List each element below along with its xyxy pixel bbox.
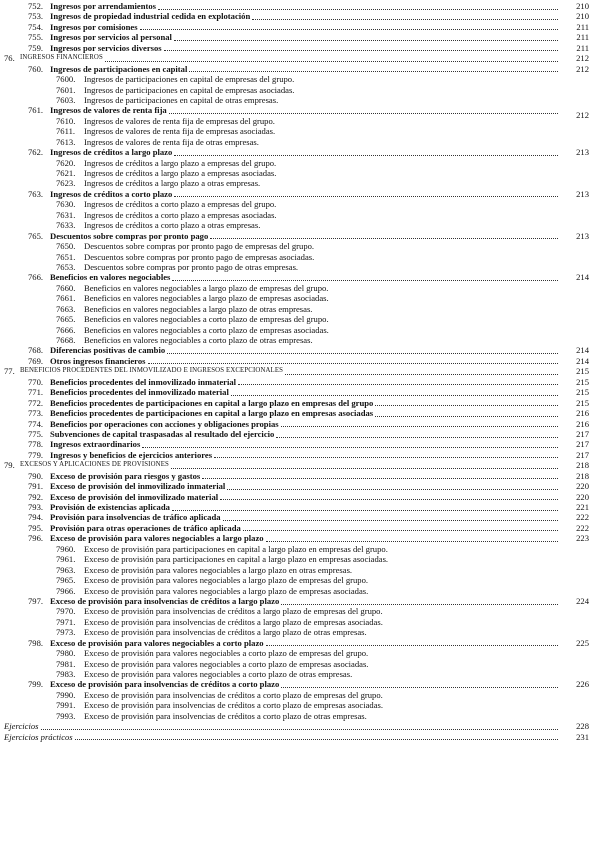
toc-entry-label: Ingresos de valores de renta fija de empresas asociadas. (84, 126, 276, 137)
toc-entry-number: 771. (28, 387, 44, 398)
toc-entry-number: 795. (28, 522, 44, 533)
toc-entry (0, 345, 600, 355)
toc-page-number: 226 (576, 679, 589, 690)
dot-leader (243, 530, 558, 531)
toc-entry-label: Ingresos por comisiones (50, 21, 138, 32)
toc-entry-label: Descuentos sobre compras por pronto pago de otras empresas. (84, 261, 299, 272)
toc-entry-label: Beneficios en valores negociables a corto plazo de empresas asociadas. (84, 324, 329, 335)
toc-subentry (0, 304, 600, 314)
toc-page-number: 215 (576, 397, 589, 408)
toc-entry-label: Exceso de provisión para valores negociables a corto plazo (50, 637, 264, 648)
toc-entry-number: 755. (28, 32, 44, 43)
dot-leader (148, 363, 559, 364)
toc-entry-label: Ingresos de créditos a largo plazo a empresas del grupo. (84, 157, 277, 168)
toc-subentry (0, 711, 600, 721)
toc-entry-number: 796. (28, 533, 44, 544)
toc-page-number: 211 (576, 32, 589, 43)
toc-entry-number: 7601. (56, 84, 76, 95)
dot-leader (281, 687, 558, 688)
toc-entry (0, 272, 600, 282)
toc-entry (0, 419, 600, 429)
toc-subentry (0, 116, 600, 126)
dot-leader (189, 71, 558, 72)
toc-entry-label: Exceso de provisión para valores negociables a largo plazo en otras empresas. (84, 564, 353, 575)
toc-entry-number: 7650. (56, 241, 76, 252)
toc-entry-number: 772. (28, 397, 44, 408)
toc-entry-label: Ingresos de participaciones en capital de empresas asociadas. (84, 84, 295, 95)
toc-entry-number: 759. (28, 42, 44, 53)
toc-entry-number: 792. (28, 491, 44, 502)
toc-entry-label: Ingresos de participaciones en capital de empresas del grupo. (84, 74, 295, 85)
toc-entry (0, 189, 600, 199)
toc-entry-label: Beneficios en valores negociables a largo plazo de empresas asociadas. (84, 293, 329, 304)
dot-leader (172, 280, 558, 281)
toc-subentry (0, 627, 600, 637)
toc-entry-label: Exceso de provisión para participaciones en capital a largo plazo en empresas del grupo. (84, 543, 388, 554)
toc-entry-label: Ingresos de créditos a largo plazo a otras empresas. (84, 178, 261, 189)
toc-page-number: 215 (576, 387, 589, 398)
dot-leader (227, 489, 558, 490)
toc-subentry (0, 199, 600, 209)
toc-entry (0, 1, 600, 11)
toc-entry-number: 76. (4, 53, 15, 64)
toc-entry-label: Ingresos de créditos a largo plazo (50, 147, 173, 158)
toc-subentry (0, 210, 600, 220)
toc-entry-label: Beneficios procedentes de participaciones en capital a largo plazo en empresas del grupo (50, 397, 374, 408)
toc-entry (0, 429, 600, 439)
toc-entry (0, 439, 600, 449)
toc-entry-label: Ingresos y beneficios de ejercicios anteriores (50, 449, 213, 460)
toc-subentry (0, 137, 600, 147)
toc-page-number: 215 (576, 376, 589, 387)
toc-entry-label: Ingresos de créditos a corto plazo a otras empresas. (84, 220, 261, 231)
dot-leader (281, 604, 558, 605)
toc-entry-label: Exceso de provisión para valores negociables a corto plazo de empresas del grupo. (84, 648, 369, 659)
toc-entry-number: 791. (28, 481, 44, 492)
toc-entry-label: Ejercicios prácticos (4, 731, 73, 742)
toc-entry-label: Exceso de provisión para insolvencias de créditos a corto plazo de otras empresas. (84, 710, 367, 721)
toc-entry-number: 799. (28, 679, 44, 690)
toc-entry-number: 773. (28, 408, 44, 419)
toc-entry-number: 7660. (56, 282, 76, 293)
dot-leader (105, 61, 558, 62)
toc-entry-label: Beneficios por operaciones con acciones y obligaciones propias (50, 418, 279, 429)
toc-subentry (0, 565, 600, 575)
dot-leader (281, 426, 558, 427)
toc-subentry (0, 554, 600, 564)
toc-subentry (0, 325, 600, 335)
toc-entry-label: Exceso de provisión para valores negociables a corto plazo de empresas asociadas. (84, 658, 369, 669)
toc-page-number: 213 (576, 230, 589, 241)
toc-entry-label: Exceso de provisión para insolvencias de créditos a corto plazo de empresas asociadas. (84, 700, 384, 711)
toc-entry-label: Provisión de existencias aplicada (50, 502, 170, 512)
toc-entry-number: 769. (28, 355, 44, 366)
toc-entry-label: Ingresos de participaciones en capital de otras empresas. (84, 94, 279, 105)
toc-entry-label: Exceso de provisión para insolvencias de créditos a largo plazo (50, 595, 280, 606)
toc-entry-label: Ingresos de valores de renta fija de empresas del grupo. (84, 115, 275, 126)
toc-entry-label: Exceso de provisión para insolvencias de créditos a largo plazo de otras empresas. (84, 627, 367, 638)
toc-entry-label: Ingresos por arrendamientos (50, 1, 156, 11)
toc-entry-number: 765. (28, 230, 44, 241)
toc-entry-label: Ingresos extraordinarios (50, 439, 141, 450)
toc-entry-number: 7610. (56, 115, 76, 126)
toc-page-number: 212 (576, 63, 589, 74)
toc-subentry (0, 669, 600, 679)
toc-page-number: 212 (576, 53, 589, 64)
toc-entry-number: 7966. (56, 585, 76, 596)
toc-entry-number: 7960. (56, 543, 76, 554)
toc-entry-label: Exceso de provisión para insolvencias de créditos a largo plazo de empresas asociadas. (84, 616, 383, 627)
toc-entry-number: 794. (28, 512, 44, 523)
toc-page-number: 216 (576, 418, 589, 429)
toc-entry-label: Exceso de provisión para valores negociables a corto plazo de otras empresas. (84, 669, 353, 679)
toc-entry-label: Ingresos de valores de renta fija de otras empresas. (84, 136, 259, 147)
toc-entry-number: 7666. (56, 324, 76, 335)
dot-leader (75, 739, 558, 740)
toc-page-number: 218 (576, 460, 589, 471)
toc-page-number: 215 (576, 366, 589, 377)
toc-entry-number: 7981. (56, 658, 76, 669)
toc-entry-label: Exceso de provisión para riesgos y gastos (50, 470, 201, 481)
toc-entry-number: 7961. (56, 554, 76, 565)
toc-entry-number: 761. (28, 105, 44, 116)
toc-page-number: 214 (576, 355, 589, 366)
toc-entry-number: 7665. (56, 314, 76, 325)
toc-entry-number: 797. (28, 595, 44, 606)
toc-subentry (0, 575, 600, 585)
toc-entry-number: 775. (28, 428, 44, 439)
toc-subentry (0, 659, 600, 669)
toc-entry (0, 231, 600, 241)
toc-entry-number: 770. (28, 376, 44, 387)
toc-entry-number: 798. (28, 637, 44, 648)
toc-entry (0, 471, 600, 481)
toc-entry-label: Exceso de provisión para valores negociables a largo plazo de empresas asociadas. (84, 585, 369, 596)
toc-entry (0, 502, 600, 512)
toc-entry-number: 7631. (56, 209, 76, 220)
toc-entry (0, 533, 600, 543)
dot-leader (252, 19, 558, 20)
toc-page-number: 210 (576, 1, 589, 11)
toc-entry-number: 778. (28, 439, 44, 450)
toc-entry-number: 7973. (56, 627, 76, 638)
toc-entry-label: Ingresos de valores de renta fija (50, 105, 167, 116)
dot-leader (158, 9, 558, 10)
toc-entry-number: 7611. (56, 126, 76, 137)
toc-page-number: 222 (576, 522, 589, 533)
toc-entry-label: Ingresos de créditos a corto plazo (50, 188, 173, 199)
toc-page-number: 217 (576, 439, 589, 450)
toc-subentry (0, 168, 600, 178)
toc-entry (0, 481, 600, 491)
toc-page-number: 212 (576, 110, 589, 121)
toc-entry-label: Ingresos de participaciones en capital (50, 63, 188, 74)
toc-entry-number: 779. (28, 449, 44, 460)
toc-entry-number: 7653. (56, 261, 76, 272)
toc-page-number: 211 (576, 21, 589, 32)
toc-entry-number: 7983. (56, 669, 76, 679)
toc-page-number: 231 (576, 731, 589, 742)
toc-entry-label: Beneficios en valores negociables a corto plazo de otras empresas. (84, 335, 313, 345)
toc-entry-number: 754. (28, 21, 44, 32)
toc-subentry (0, 241, 600, 251)
toc-entry-label: Exceso de provisión para valores negociables a largo plazo de empresas del grupo. (84, 575, 369, 586)
dot-leader (375, 416, 558, 417)
dot-leader (202, 478, 558, 479)
toc-entry (0, 596, 600, 606)
toc-subentry (0, 252, 600, 262)
toc-entry-number: 790. (28, 470, 44, 481)
toc-subentry (0, 690, 600, 700)
toc-page-number: 222 (576, 512, 589, 523)
toc-entry-label: Ingresos de propiedad industrial cedida en explotación (50, 11, 251, 22)
toc-subentry (0, 158, 600, 168)
toc-entry-number: 774. (28, 418, 44, 429)
toc-entry-label: Ingresos de créditos a corto plazo a empresas del grupo. (84, 199, 277, 210)
toc-subentry (0, 314, 600, 324)
toc-entry-number: 7668. (56, 335, 76, 345)
toc-entry-label: Descuentos sobre compras por pronto pago de empresas asociadas. (84, 251, 315, 262)
toc-page-number: 220 (576, 481, 589, 492)
toc-page-number: 224 (576, 595, 589, 606)
toc-subentry (0, 220, 600, 230)
toc-entry-number: 753. (28, 11, 44, 22)
toc-entry-label: Descuentos sobre compras por pronto pago de empresas del grupo. (84, 241, 315, 252)
dot-leader (140, 29, 558, 30)
toc-entry (0, 732, 600, 742)
toc-subentry (0, 617, 600, 627)
dot-leader (266, 541, 558, 542)
toc-entry-number: 768. (28, 345, 44, 356)
toc-page-number: 214 (576, 345, 589, 356)
toc-entry (0, 22, 600, 32)
toc-entry-label: Ingresos por servicios al personal (50, 32, 172, 43)
toc-entry-label: Exceso de provisión para insolvencias de créditos a corto plazo de empresas del grupo. (84, 689, 383, 700)
toc-subentry (0, 700, 600, 710)
toc-entry-number: 7633. (56, 220, 76, 231)
toc-entry-label: Beneficios en valores negociables a corto plazo de empresas del grupo. (84, 314, 329, 325)
toc-entry-number: 766. (28, 272, 44, 283)
dot-leader (238, 384, 558, 385)
toc-entry-number: 7630. (56, 199, 76, 210)
toc-page-number: 213 (576, 147, 589, 158)
toc-entry (0, 638, 600, 648)
toc-entry (0, 408, 600, 418)
dot-leader (210, 238, 558, 239)
toc-entry (0, 43, 600, 53)
toc-entry (0, 147, 600, 157)
toc-page-number: 216 (576, 408, 589, 419)
toc-entry-number: 7980. (56, 648, 76, 659)
dot-leader (171, 468, 558, 469)
toc-entry-label: Exceso de provisión del inmovilizado material (50, 491, 219, 502)
dot-leader (41, 729, 558, 730)
toc-entry-label: Provisión para insolvencias de tráfico aplicada (50, 512, 221, 523)
dot-leader (214, 457, 558, 458)
dot-leader (142, 447, 558, 448)
toc-entry-number: 7963. (56, 564, 76, 575)
toc-subentry (0, 283, 600, 293)
toc-entry-label: Beneficios en valores negociables a largo plazo de empresas del grupo. (84, 282, 329, 293)
toc-entry (0, 450, 600, 460)
toc-entry (0, 377, 600, 387)
toc-entry-label: Beneficios procedentes del inmovilizado inmaterial (50, 376, 237, 387)
toc-entry-number: 7623. (56, 178, 76, 189)
table-of-contents (0, 1, 600, 742)
toc-entry-label: BENEFICIOS PROCEDENTES DEL INMOVILIZADO E INGRESOS EXCEPCIONALES (20, 367, 284, 375)
toc-subentry (0, 126, 600, 136)
toc-entry-number: 7603. (56, 94, 76, 105)
toc-entry (0, 356, 600, 366)
dot-leader (375, 405, 558, 406)
toc-entry (0, 398, 600, 408)
toc-subentry (0, 606, 600, 616)
toc-entry-label: Exceso de provisión para insolvencias de créditos a corto plazo (50, 679, 280, 690)
dot-leader (276, 437, 558, 438)
toc-entry-number: 7613. (56, 136, 76, 147)
toc-entry-label: Ingresos por servicios diversos (50, 42, 162, 53)
toc-subentry (0, 74, 600, 84)
dot-leader (174, 155, 558, 156)
toc-page-number: 225 (576, 637, 589, 648)
toc-entry-number: 760. (28, 63, 44, 74)
dot-leader (174, 40, 558, 41)
toc-entry-number: 7651. (56, 251, 76, 262)
toc-entry-label: Ingresos de créditos a corto plazo a empresas asociadas. (84, 209, 277, 220)
toc-entry (0, 679, 600, 689)
toc-entry-label: Otros ingresos financieros (50, 355, 146, 366)
toc-subentry (0, 293, 600, 303)
toc-entry (0, 32, 600, 42)
toc-entry-label: Ingresos de créditos a largo plazo a empresas asociadas. (84, 168, 277, 178)
toc-entry-number: 7600. (56, 74, 76, 85)
toc-subentry (0, 544, 600, 554)
dot-leader (285, 374, 558, 375)
toc-entry (0, 64, 600, 74)
toc-entry-label: Ejercicios (4, 721, 39, 732)
toc-page-number: 217 (576, 449, 589, 460)
toc-subentry (0, 335, 600, 345)
toc-page-number: 218 (576, 470, 589, 481)
toc-entry-label: Beneficios procedentes de participaciones en capital a largo plazo en empresas asociadas (50, 408, 374, 419)
toc-entry-label: Beneficios procedentes del inmovilizado material (50, 387, 229, 398)
toc-entry-number: 79. (4, 460, 15, 471)
dot-leader (220, 499, 558, 500)
toc-entry-number: 762. (28, 147, 44, 158)
toc-page-number: 223 (576, 533, 589, 544)
toc-entry (0, 523, 600, 533)
toc-entry-label: Subvenciones de capital traspasadas al resultado del ejercicio (50, 428, 275, 439)
toc-entry (0, 492, 600, 502)
toc-page-number: 217 (576, 428, 589, 439)
dot-leader (231, 395, 558, 396)
toc-subentry (0, 586, 600, 596)
toc-entry-number: 763. (28, 188, 44, 199)
toc-entry (0, 387, 600, 397)
dot-leader (169, 113, 558, 114)
toc-page-number: 213 (576, 188, 589, 199)
toc-entry-label: Provisión para otras operaciones de tráfico aplicada (50, 522, 241, 533)
toc-page-number: 220 (576, 491, 589, 502)
toc-entry-number: 793. (28, 502, 44, 512)
toc-page-number: 210 (576, 11, 589, 22)
toc-entry-label: Exceso de provisión para insolvencias de créditos a largo plazo de empresas del grupo. (84, 606, 383, 617)
dot-leader (266, 645, 558, 646)
toc-entry-number: 7620. (56, 157, 76, 168)
toc-section (0, 460, 600, 470)
dot-leader (164, 50, 558, 51)
toc-entry-label: Beneficios en valores negociables a largo plazo de otras empresas. (84, 303, 313, 314)
toc-entry-label: Exceso de provisión del inmovilizado inmaterial (50, 481, 226, 492)
toc-entry-number: 7965. (56, 575, 76, 586)
toc-entry-number: 7990. (56, 689, 76, 700)
toc-section (0, 53, 600, 63)
dot-leader (223, 520, 558, 521)
toc-entry (0, 512, 600, 522)
toc-entry (0, 721, 600, 731)
toc-entry-number: 7621. (56, 168, 76, 178)
toc-subentry (0, 262, 600, 272)
toc-entry-number: 7971. (56, 616, 76, 627)
toc-subentry (0, 95, 600, 105)
toc-entry-number: 7970. (56, 606, 76, 617)
toc-page-number: 228 (576, 721, 589, 732)
toc-entry-number: 7993. (56, 710, 76, 721)
dot-leader (167, 353, 558, 354)
toc-entry-label: Exceso de provisión para participaciones en capital a largo plazo en empresas asociadas. (84, 554, 389, 565)
toc-entry (0, 11, 600, 21)
toc-entry-number: 77. (4, 366, 15, 377)
dot-leader (172, 510, 558, 511)
toc-entry-number: 7661. (56, 293, 76, 304)
toc-entry-label: Exceso de provisión para valores negociables a largo plazo (50, 533, 264, 544)
toc-entry-label: INGRESOS FINANCIEROS (20, 54, 103, 62)
toc-subentry (0, 85, 600, 95)
toc-entry-number: 752. (28, 1, 44, 11)
toc-subentry (0, 178, 600, 188)
toc-entry-number: 7991. (56, 700, 76, 711)
toc-entry-label: Descuentos sobre compras por pronto pago (50, 230, 209, 241)
toc-page-number: 221 (576, 502, 589, 512)
toc-subentry (0, 648, 600, 658)
toc-entry-number: 7663. (56, 303, 76, 314)
toc-entry-label: EXCESOS Y APLICACIONES DE PROVISIONES (20, 461, 169, 469)
toc-entry-label: Diferencias positivas de cambio (50, 345, 166, 356)
toc-page-number: 211 (576, 42, 589, 53)
toc-section (0, 366, 600, 376)
toc-page-number: 214 (576, 272, 589, 283)
toc-entry-label: Beneficios en valores negociables (50, 272, 171, 283)
dot-leader (174, 196, 558, 197)
